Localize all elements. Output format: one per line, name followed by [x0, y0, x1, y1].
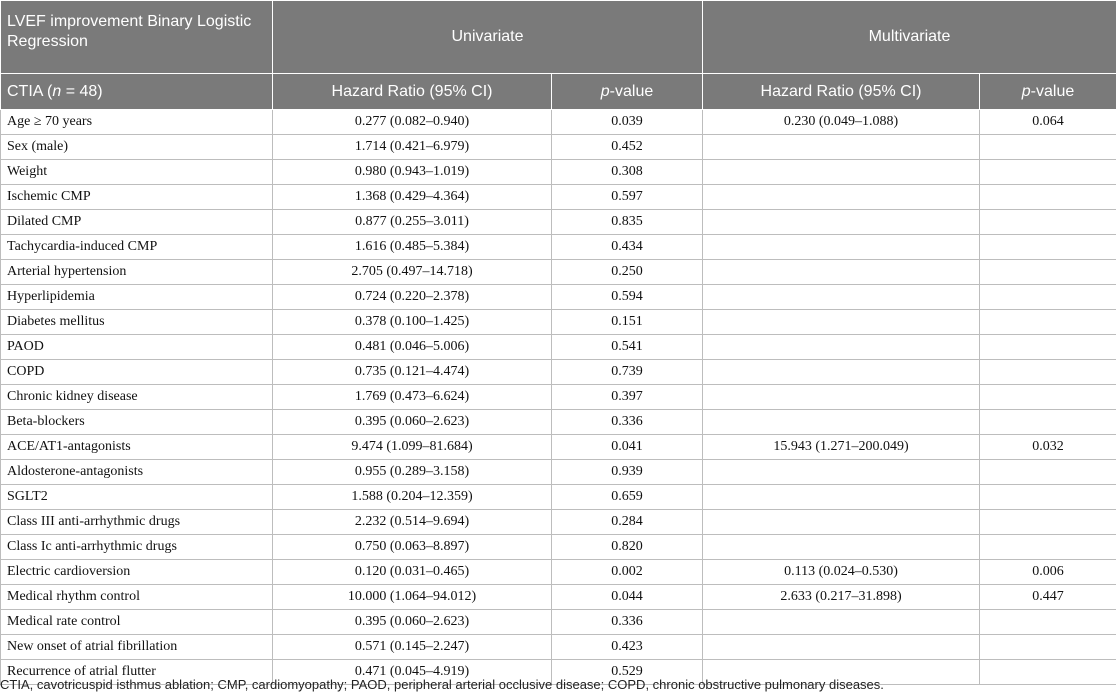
univariate-hr-cell: 9.474 (1.099–81.684)	[273, 435, 552, 460]
univariate-hr-cell: 1.368 (0.429–4.364)	[273, 185, 552, 210]
multivariate-hr-cell	[703, 635, 980, 660]
variable-cell: Tachycardia-induced CMP	[1, 235, 273, 260]
multivariate-hr-cell	[703, 135, 980, 160]
multivariate-p-cell	[980, 635, 1116, 660]
multivariate-header: Multivariate	[703, 1, 1116, 74]
multivariate-p-cell: 0.064	[980, 110, 1116, 135]
table-row	[1, 285, 1116, 310]
multivariate-p-cell	[980, 210, 1116, 235]
table-header	[1, 1, 1116, 110]
univariate-p-cell: 0.397	[552, 385, 703, 410]
univariate-p-cell: 0.529	[552, 660, 703, 685]
univariate-p-cell: 0.835	[552, 210, 703, 235]
variable-cell: Weight	[1, 160, 273, 185]
table-row	[1, 110, 1116, 135]
univariate-hr-cell: 0.955 (0.289–3.158)	[273, 460, 552, 485]
univariate-p-cell: 0.452	[552, 135, 703, 160]
univariate-hr-cell: 2.705 (0.497–14.718)	[273, 260, 552, 285]
table-row	[1, 485, 1116, 510]
multivariate-hr-cell	[703, 235, 980, 260]
group-prefix: CTIA (	[7, 82, 53, 100]
univariate-p-cell: 0.151	[552, 310, 703, 335]
variable-cell: Class Ic anti-arrhythmic drugs	[1, 535, 273, 560]
univariate-p-cell: 0.336	[552, 610, 703, 635]
table-row	[1, 360, 1116, 385]
multivariate-hr-cell	[703, 510, 980, 535]
univariate-p-cell: 0.336	[552, 410, 703, 435]
multivariate-p-cell	[980, 185, 1116, 210]
table-title: LVEF improvement Binary Logistic Regression	[1, 1, 273, 74]
univariate-hr-cell: 1.769 (0.473–6.624)	[273, 385, 552, 410]
multi-p-suffix: -value	[1030, 82, 1075, 100]
uni-p-var: p	[600, 82, 610, 100]
univariate-hr-cell: 0.395 (0.060–2.623)	[273, 610, 552, 635]
table-row	[1, 310, 1116, 335]
variable-cell: Medical rate control	[1, 610, 273, 635]
multivariate-hr-cell	[703, 610, 980, 635]
table-row	[1, 335, 1116, 360]
uni-p-header	[552, 74, 703, 110]
multivariate-p-cell	[980, 485, 1116, 510]
group-header	[1, 74, 273, 110]
table-row	[1, 135, 1116, 160]
table-row	[1, 560, 1116, 585]
table-row	[1, 160, 1116, 185]
multivariate-p-cell	[980, 510, 1116, 535]
multivariate-hr-cell	[703, 335, 980, 360]
univariate-hr-cell: 0.750 (0.063–8.897)	[273, 535, 552, 560]
table-row	[1, 435, 1116, 460]
multivariate-hr-cell	[703, 360, 980, 385]
multivariate-hr-cell	[703, 210, 980, 235]
multivariate-p-cell	[980, 235, 1116, 260]
variable-cell: Dilated CMP	[1, 210, 273, 235]
multivariate-p-cell: 0.447	[980, 585, 1116, 610]
univariate-p-cell: 0.284	[552, 510, 703, 535]
table-row	[1, 585, 1116, 610]
univariate-p-cell: 0.594	[552, 285, 703, 310]
univariate-hr-cell: 0.395 (0.060–2.623)	[273, 410, 552, 435]
multi-hr-header: Hazard Ratio (95% CI)	[703, 74, 980, 110]
variable-cell: Hyperlipidemia	[1, 285, 273, 310]
multivariate-p-cell	[980, 410, 1116, 435]
univariate-hr-cell: 0.277 (0.082–0.940)	[273, 110, 552, 135]
multivariate-hr-cell: 0.113 (0.024–0.530)	[703, 560, 980, 585]
multivariate-p-cell	[980, 360, 1116, 385]
variable-cell: Ischemic CMP	[1, 185, 273, 210]
group-n-value: = 48)	[61, 82, 103, 100]
multivariate-hr-cell	[703, 260, 980, 285]
univariate-hr-cell: 1.616 (0.485–5.384)	[273, 235, 552, 260]
uni-p-suffix: -value	[609, 82, 654, 100]
univariate-p-cell: 0.434	[552, 235, 703, 260]
univariate-hr-cell: 0.481 (0.046–5.006)	[273, 335, 552, 360]
multi-p-var: p	[1021, 82, 1031, 100]
footnote: CTIA, cavotricuspid isthmus ablation; CMP, cardiomyopathy; PAOD, peripheral arterial occlusive disease; COPD, chronic obstructive pulmonary diseases.	[0, 677, 884, 692]
univariate-p-cell: 0.739	[552, 360, 703, 385]
table-row	[1, 410, 1116, 435]
univariate-p-cell: 0.250	[552, 260, 703, 285]
variable-cell: Arterial hypertension	[1, 260, 273, 285]
univariate-p-cell: 0.659	[552, 485, 703, 510]
univariate-p-cell: 0.041	[552, 435, 703, 460]
univariate-hr-cell: 0.724 (0.220–2.378)	[273, 285, 552, 310]
variable-cell: Chronic kidney disease	[1, 385, 273, 410]
variable-cell: Electric cardioversion	[1, 560, 273, 585]
multivariate-hr-cell	[703, 485, 980, 510]
uni-hr-header: Hazard Ratio (95% CI)	[273, 74, 552, 110]
univariate-hr-cell: 2.232 (0.514–9.694)	[273, 510, 552, 535]
variable-cell: Aldosterone-antagonists	[1, 460, 273, 485]
multivariate-hr-cell	[703, 185, 980, 210]
univariate-p-cell: 0.820	[552, 535, 703, 560]
variable-cell: PAOD	[1, 335, 273, 360]
table-row	[1, 260, 1116, 285]
univariate-p-cell: 0.039	[552, 110, 703, 135]
univariate-hr-cell: 1.714 (0.421–6.979)	[273, 135, 552, 160]
multivariate-p-cell: 0.032	[980, 435, 1116, 460]
multivariate-p-cell	[980, 285, 1116, 310]
multivariate-hr-cell	[703, 410, 980, 435]
variable-cell: Medical rhythm control	[1, 585, 273, 610]
univariate-hr-cell: 0.471 (0.045–4.919)	[273, 660, 552, 685]
multivariate-p-cell	[980, 660, 1116, 685]
table-row	[1, 510, 1116, 535]
variable-cell: SGLT2	[1, 485, 273, 510]
multivariate-hr-cell	[703, 310, 980, 335]
multivariate-hr-cell	[703, 385, 980, 410]
univariate-p-cell: 0.308	[552, 160, 703, 185]
univariate-hr-cell: 10.000 (1.064–94.012)	[273, 585, 552, 610]
multivariate-p-cell	[980, 385, 1116, 410]
univariate-p-cell: 0.597	[552, 185, 703, 210]
multivariate-p-cell	[980, 535, 1116, 560]
multivariate-hr-cell	[703, 160, 980, 185]
variable-cell: Age ≥ 70 years	[1, 110, 273, 135]
multivariate-hr-cell: 0.230 (0.049–1.088)	[703, 110, 980, 135]
variable-cell: Recurrence of atrial flutter	[1, 660, 273, 685]
variable-cell: Class III anti-arrhythmic drugs	[1, 510, 273, 535]
variable-cell: Beta-blockers	[1, 410, 273, 435]
multivariate-hr-cell	[703, 460, 980, 485]
multivariate-p-cell: 0.006	[980, 560, 1116, 585]
table-row	[1, 535, 1116, 560]
header-row-top	[1, 1, 1116, 74]
multivariate-p-cell	[980, 610, 1116, 635]
multivariate-hr-cell: 2.633 (0.217–31.898)	[703, 585, 980, 610]
multivariate-p-cell	[980, 160, 1116, 185]
multivariate-p-cell	[980, 135, 1116, 160]
table-row	[1, 210, 1116, 235]
variable-cell: New onset of atrial fibrillation	[1, 635, 273, 660]
variable-cell: ACE/AT1-antagonists	[1, 435, 273, 460]
table-row	[1, 385, 1116, 410]
multivariate-p-cell	[980, 460, 1116, 485]
univariate-hr-cell: 0.571 (0.145–2.247)	[273, 635, 552, 660]
multivariate-hr-cell: 15.943 (1.271–200.049)	[703, 435, 980, 460]
table-row	[1, 235, 1116, 260]
variable-cell: COPD	[1, 360, 273, 385]
univariate-p-cell: 0.939	[552, 460, 703, 485]
univariate-p-cell: 0.423	[552, 635, 703, 660]
table-row	[1, 185, 1116, 210]
table-body	[1, 110, 1116, 685]
univariate-p-cell: 0.002	[552, 560, 703, 585]
variable-cell: Diabetes mellitus	[1, 310, 273, 335]
multivariate-p-cell	[980, 310, 1116, 335]
multi-p-header	[980, 74, 1116, 110]
univariate-p-cell: 0.541	[552, 335, 703, 360]
multivariate-p-cell	[980, 335, 1116, 360]
group-n-var: n	[52, 82, 62, 100]
univariate-p-cell: 0.044	[552, 585, 703, 610]
univariate-hr-cell: 0.120 (0.031–0.465)	[273, 560, 552, 585]
univariate-hr-cell: 0.980 (0.943–1.019)	[273, 160, 552, 185]
header-row-sub	[1, 74, 1116, 110]
multivariate-p-cell	[980, 260, 1116, 285]
univariate-hr-cell: 0.877 (0.255–3.011)	[273, 210, 552, 235]
table-row	[1, 610, 1116, 635]
variable-cell: Sex (male)	[1, 135, 273, 160]
univariate-hr-cell: 0.735 (0.121–4.474)	[273, 360, 552, 385]
table-row	[1, 460, 1116, 485]
univariate-hr-cell: 1.588 (0.204–12.359)	[273, 485, 552, 510]
univariate-header: Univariate	[273, 1, 703, 74]
univariate-hr-cell: 0.378 (0.100–1.425)	[273, 310, 552, 335]
multivariate-hr-cell	[703, 535, 980, 560]
multivariate-hr-cell	[703, 285, 980, 310]
table-row	[1, 635, 1116, 660]
